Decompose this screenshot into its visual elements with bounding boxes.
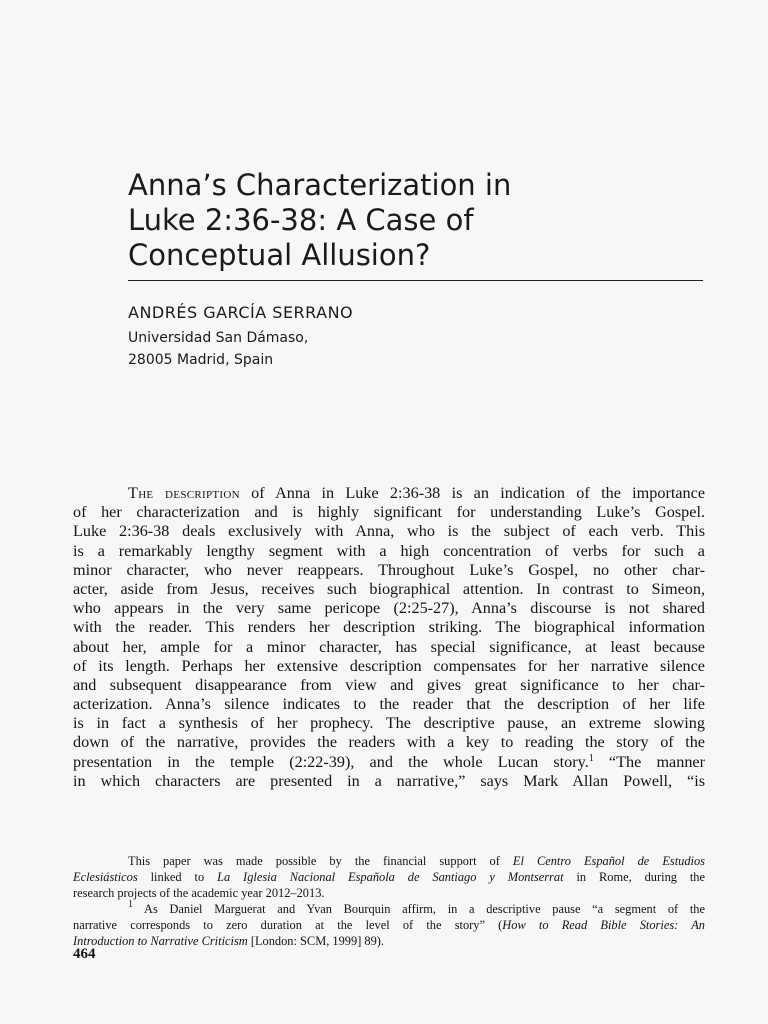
body-line: Luke 2:36-38 deals exclusively with Anna, who is the subject of each verb. This — [73, 522, 705, 541]
body-line-text: presentation in the temple (2:22-39), and the whole Lucan story. — [73, 752, 589, 771]
title-line: Luke 2:36-38: A Case of — [128, 203, 474, 237]
footnote-text: As Daniel Marguerat and Yvan Bourquin affirm, in a descriptive pause “a segment of the — [133, 902, 705, 916]
footnote-line — [73, 917, 705, 933]
footnote-ref[interactable]: 1 — [588, 752, 594, 764]
footnote-text: in Rome, during the — [563, 870, 706, 884]
body-line: who appears in the very same pericope (2:25-27), Anna’s discourse is not shared — [73, 599, 705, 618]
footnote-text: This paper was made possible by the financial support of — [128, 854, 513, 868]
body-line — [73, 484, 705, 503]
body-line: is a remarkably lengthy segment with a high concentration of verbs for such a — [73, 541, 705, 560]
footnote-line — [73, 853, 705, 869]
body-line: of her characterization and is highly significant for understanding Luke’s Gospel. — [73, 503, 705, 522]
author-name: ANDRÉS GARCÍA SERRANO — [128, 303, 354, 322]
footnote-text: [London: SCM, 1999] 89). — [247, 934, 385, 948]
body-line: is in fact a synthesis of her prophecy. The descriptive pause, an extreme slowing — [73, 714, 705, 733]
body-text — [73, 484, 705, 791]
body-line: acter, aside from Jesus, receives such biographical attention. In contrast to Simeon, — [73, 579, 705, 598]
footnote-text: linked to — [137, 870, 218, 884]
body-line: and subsequent disappearance from view and gives great significance to her char- — [73, 675, 705, 694]
body-line: about her, ample for a minor character, has special significance, at least because — [73, 637, 705, 656]
footnote-line: research projects of the academic year 2012–2013. — [73, 886, 325, 900]
affiliation-line: Universidad San Dámaso, — [128, 330, 309, 346]
body-line: of its length. Perhaps her extensive description compensates for her narrative silence — [73, 656, 705, 675]
footnote-italic: Introduction to Narrative Criticism — [73, 934, 248, 948]
article-title — [128, 168, 708, 273]
footnote-italic: Eclesiásticos — [73, 870, 138, 884]
body-line-text: of Anna in Luke 2:36-38 is an indication of the importance — [239, 484, 705, 502]
title-divider — [128, 280, 703, 281]
body-line — [73, 753, 705, 772]
lead-smallcaps: The description — [128, 484, 240, 502]
body-line: down of the narrative, provides the readers with a key to reading the story of the — [73, 733, 705, 752]
footnotes — [73, 853, 705, 949]
footnote-italic: La Iglesia Nacional Española de Santiago y Montserrat — [217, 870, 564, 884]
body-line: in which characters are presented in a narrative,” says Mark Allan Powell, “is — [73, 771, 705, 790]
body-line-text: “The manner — [593, 752, 705, 771]
footnote-line — [73, 869, 705, 885]
body-line: with the reader. This renders her description striking. The biographical information — [73, 618, 705, 637]
author-affiliation — [128, 327, 308, 371]
body-line: minor character, who never reappears. Throughout Luke’s Gospel, no other char- — [73, 560, 705, 579]
footnote-line — [73, 933, 705, 949]
affiliation-line: 28005 Madrid, Spain — [128, 352, 274, 368]
title-line: Conceptual Allusion? — [128, 238, 431, 272]
footnote-italic: El Centro Español de Estudios — [512, 854, 705, 868]
footnote-text: narrative corresponds to zero duration at the level of the story” ( — [73, 918, 503, 932]
footnote-italic: How to Read Bible Stories: An — [502, 918, 705, 932]
title-line: Anna’s Characterization in — [128, 168, 512, 202]
page-number: 464 — [73, 946, 96, 962]
footnote-number: 1 — [128, 899, 133, 910]
body-line: acterization. Anna’s silence indicates to the reader that the description of her life — [73, 695, 705, 714]
footnote-line — [73, 901, 705, 917]
